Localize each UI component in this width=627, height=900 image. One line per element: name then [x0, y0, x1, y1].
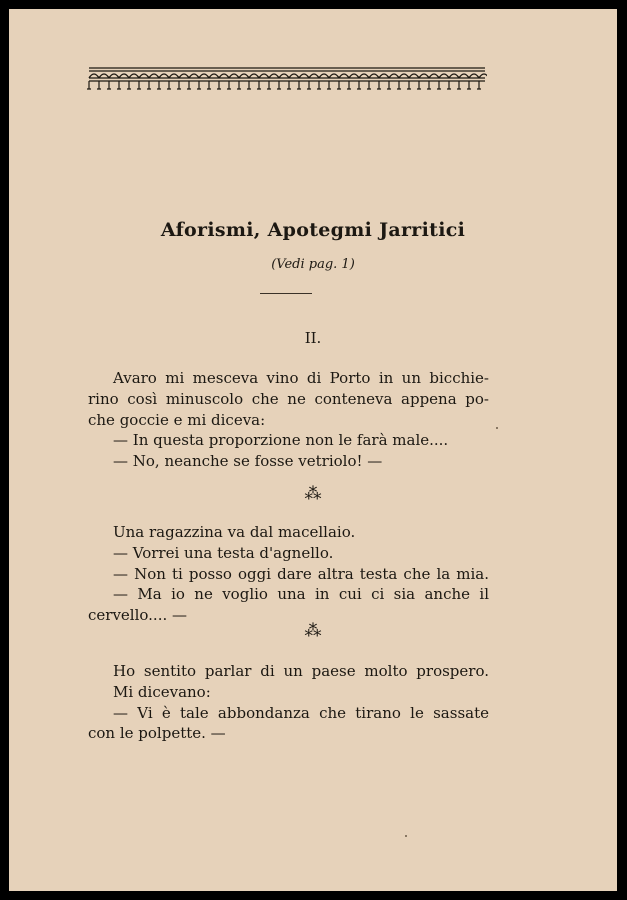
aphorism-1	[88, 368, 489, 472]
text-line: Una ragazzina va dal macellaio.	[113, 523, 356, 541]
book-page	[9, 9, 617, 891]
page-title: Aforismi, Apotegmi Jarritici	[160, 219, 466, 241]
aphorism-2	[88, 522, 489, 626]
aphorism-3	[88, 661, 489, 744]
decorative-header-ornament	[87, 65, 487, 99]
text-line: cervello.... —	[88, 606, 188, 625]
text-line: rino così minuscolo che ne conteneva appena po-	[88, 389, 489, 408]
text-line: Mi dicevano:	[113, 682, 211, 701]
title-divider	[260, 293, 312, 294]
dialogue-line: — Non ti posso oggi dare altra testa che la mia.	[113, 564, 489, 583]
dialogue-line: — Vi è tale abbondanza che tirano le sassate	[113, 703, 489, 722]
separator-asterism: ⁂	[304, 484, 322, 504]
text-line: che goccie e mi diceva:	[88, 410, 266, 429]
text-line: Avaro mi mesceva vino di Porto in un bicchie-	[113, 369, 489, 387]
dialogue-line: — Ma io ne voglio una in cui ci sia anche il	[113, 585, 489, 604]
dialogue-line: — Vorrei una testa d'agnello.	[113, 543, 334, 562]
dialogue-line: — No, neanche se fosse vetriolo! —	[113, 452, 383, 471]
paper-speck	[496, 427, 498, 429]
text-line: con le polpette. —	[88, 724, 226, 743]
text-line: Ho sentito parlar di un paese molto prospero.	[113, 662, 489, 680]
page-reference: (Vedi pag. 1)	[271, 257, 355, 272]
dialogue-line: — In questa proporzione non le farà male....	[113, 431, 449, 450]
separator-asterism: ⁂	[304, 621, 322, 641]
section-number: II.	[304, 329, 322, 347]
paper-speck	[405, 835, 407, 837]
